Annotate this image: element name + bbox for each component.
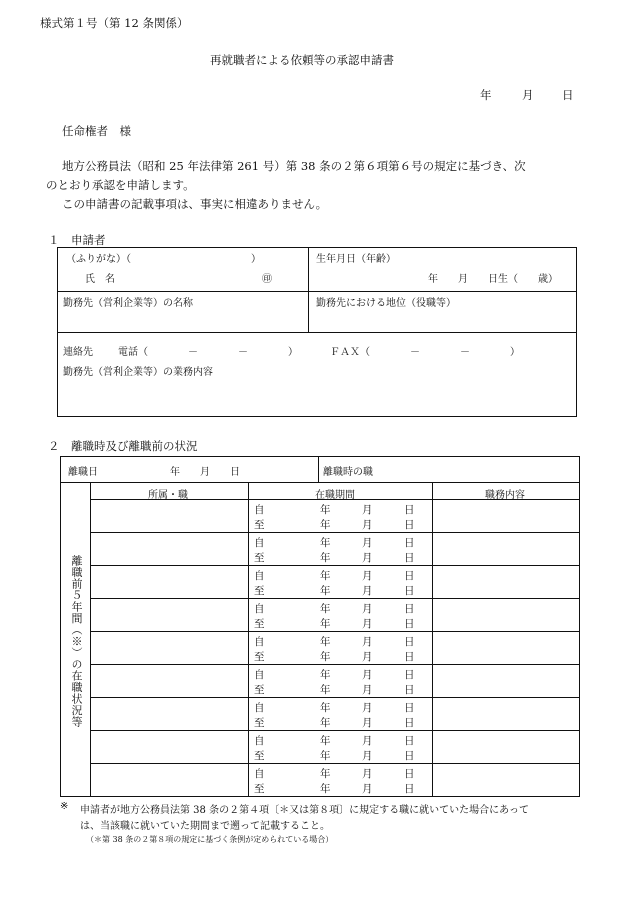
affiliation-cell[interactable] [91, 500, 247, 531]
period-from-label: 自 [254, 702, 265, 714]
col-header-period: 在職期間 [315, 490, 355, 501]
document-title: 再就職者による依頼等の承認申請書 [210, 53, 394, 67]
section1-heading: １ 申請者 [48, 233, 106, 247]
period-from-label: 自 [254, 570, 265, 582]
period-from-label: 自 [254, 603, 265, 615]
intro-line-1: 地方公務員法（昭和 25 年法律第 261 号）第 38 条の２第６項第６号の規定に基づき、次 [62, 159, 526, 173]
period-to-value[interactable]: 年 月 日 [320, 651, 415, 663]
intro-line-3: この申請書の記載事項は、事実に相違ありません。 [62, 197, 328, 211]
period-to-label: 至 [254, 585, 265, 597]
duties-cell[interactable] [433, 566, 579, 597]
period-to-value[interactable]: 年 月 日 [320, 519, 415, 531]
seal-mark: ㊞ [262, 274, 272, 285]
period-from-value[interactable]: 年 月 日 [320, 768, 415, 780]
intro-line-2: のとおり承認を申請します。 [46, 178, 195, 192]
period-to-label: 至 [254, 684, 265, 696]
affiliation-cell[interactable] [91, 764, 247, 795]
period-to-value[interactable]: 年 月 日 [320, 750, 415, 762]
duties-cell[interactable] [433, 632, 579, 663]
affiliation-cell[interactable] [91, 533, 247, 564]
retire-date-label: 離職日 [68, 467, 98, 478]
business-label: 勤務先（営利企業等）の業務内容 [63, 367, 213, 378]
period-to-label: 至 [254, 519, 265, 531]
period-to-value[interactable]: 年 月 日 [320, 783, 415, 795]
period-from-value[interactable]: 年 月 日 [320, 636, 415, 648]
fax-field[interactable]: ＦＡＸ（ － － ） [330, 347, 520, 358]
affiliation-cell[interactable] [91, 632, 247, 663]
affiliation-cell[interactable] [91, 599, 247, 630]
duties-cell[interactable] [433, 731, 579, 762]
period-from-label: 自 [254, 504, 265, 516]
birth-label: 生年月日（年齢） [316, 254, 396, 265]
period-to-value[interactable]: 年 月 日 [320, 618, 415, 630]
period-from-value[interactable]: 年 月 日 [320, 537, 415, 549]
date-month[interactable]: 月 [522, 88, 534, 102]
period-to-label: 至 [254, 552, 265, 564]
period-to-label: 至 [254, 651, 265, 663]
affiliation-cell[interactable] [91, 665, 247, 696]
period-from-value[interactable]: 年 月 日 [320, 603, 415, 615]
footnote-line-2: は、当該職に就いていた期間まで遡って記載すること。 [80, 821, 330, 832]
duties-cell[interactable] [433, 764, 579, 795]
period-from-value[interactable]: 年 月 日 [320, 669, 415, 681]
period-from-value[interactable]: 年 月 日 [320, 570, 415, 582]
period-to-label: 至 [254, 750, 265, 762]
col-header-affiliation: 所属・職 [148, 490, 188, 501]
period-from-label: 自 [254, 537, 265, 549]
duties-cell[interactable] [433, 599, 579, 630]
period-from-value[interactable]: 年 月 日 [320, 735, 415, 747]
affiliation-cell[interactable] [91, 731, 247, 762]
date-year[interactable]: 年 [480, 88, 492, 102]
retire-date-value[interactable]: 年 月 日 [170, 467, 240, 478]
date-day[interactable]: 日 [562, 88, 574, 102]
duties-cell[interactable] [433, 665, 579, 696]
furigana-label[interactable]: （ふりがな）（ ） [66, 254, 261, 265]
contact-label: 連絡先 [63, 347, 93, 358]
addressee: 任命権者 様 [62, 124, 131, 138]
footnote-mark: ※ [60, 801, 69, 812]
birth-value[interactable]: 年 月 日生（ 歳） [428, 274, 558, 285]
period-to-value[interactable]: 年 月 日 [320, 552, 415, 564]
section2-heading: ２ 離職時及び離職前の状況 [48, 439, 198, 453]
period-from-label: 自 [254, 669, 265, 681]
period-from-label: 自 [254, 735, 265, 747]
affiliation-cell[interactable] [91, 566, 247, 597]
name-label: 氏 名 [85, 274, 115, 285]
period-from-label: 自 [254, 636, 265, 648]
duties-cell[interactable] [433, 533, 579, 564]
period-from-value[interactable]: 年 月 日 [320, 702, 415, 714]
duties-cell[interactable] [433, 500, 579, 531]
col-header-duties: 職務内容 [485, 490, 525, 501]
period-to-value[interactable]: 年 月 日 [320, 585, 415, 597]
period-from-value[interactable]: 年 月 日 [320, 504, 415, 516]
duties-cell[interactable] [433, 698, 579, 729]
form-number: 様式第１号（第 12 条関係） [40, 16, 189, 30]
footnote-line-3: （＊第 38 条の２第８項の規定に基づく条例が定められている場合） [86, 835, 334, 844]
period-to-label: 至 [254, 783, 265, 795]
period-to-value[interactable]: 年 月 日 [320, 717, 415, 729]
retire-post-label: 離職時の職 [323, 467, 373, 478]
phone-field[interactable]: 電話（ － － ） [118, 347, 298, 358]
side-label: 離職前５年間（※）の在職状況等 [70, 555, 83, 728]
employer-position-label: 勤務先における地位（役職等） [316, 298, 456, 309]
footnote-line-1: 申請者が地方公務員法第 38 条の２第４項〔＊又は第８項〕に規定する職に就いていた場合にあって [80, 805, 529, 816]
period-to-label: 至 [254, 618, 265, 630]
period-from-label: 自 [254, 768, 265, 780]
period-to-label: 至 [254, 717, 265, 729]
period-to-value[interactable]: 年 月 日 [320, 684, 415, 696]
employer-name-label: 勤務先（営利企業等）の名称 [63, 298, 193, 309]
affiliation-cell[interactable] [91, 698, 247, 729]
